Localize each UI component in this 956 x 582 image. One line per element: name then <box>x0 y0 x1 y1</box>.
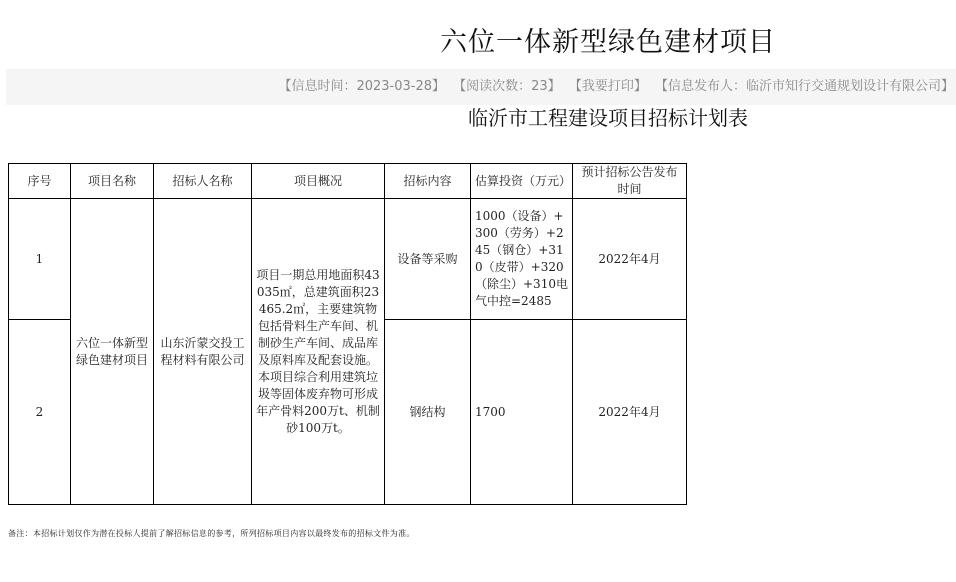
header-seq: 序号 <box>9 164 71 199</box>
header-investment: 估算投资（万元） <box>471 164 573 199</box>
table-header-row <box>9 164 687 199</box>
header-project-name: 项目名称 <box>71 164 154 199</box>
info-meta-bar <box>6 69 956 105</box>
row-investment: 1700 <box>471 320 573 505</box>
table-title: 临沂市工程建设项目招标计划表 <box>468 106 748 130</box>
overview-cell: 项目一期总用地面积43035㎡，总建筑面积23465.2㎡，主要建筑物包括骨料生产车间、机制砂生产车间、成品库及原料库及配套设施。本项目综合利用建筑垃圾等固体废弃物可形成年产骨料200万t、机制砂100万t。 <box>252 199 385 505</box>
row-content: 设备等采购 <box>385 199 471 320</box>
row-investment: 1000（设备）+300（劳务）+245（钢仓）+310（皮带）+320（除尘）+310电气中控=2485 <box>471 199 573 320</box>
table-row <box>9 199 687 320</box>
row-content: 钢结构 <box>385 320 471 505</box>
page-title: 六位一体新型绿色建材项目 <box>440 27 776 58</box>
header-content: 招标内容 <box>385 164 471 199</box>
read-count: 【阅读次数：23】 <box>453 79 561 94</box>
tender-plan-table <box>8 163 687 505</box>
tenderer-cell: 山东沂蒙交投工程材料有限公司 <box>154 199 252 505</box>
info-time: 【信息时间：2023-03-28】 <box>278 79 445 94</box>
header-overview: 项目概况 <box>252 164 385 199</box>
project-name-cell: 六位一体新型绿色建材项目 <box>71 199 154 505</box>
row-announce-time: 2022年4月 <box>573 199 687 320</box>
header-tenderer: 招标人名称 <box>154 164 252 199</box>
publisher-info: 【信息发布人：临沂市知行交通规划设计有限公司】 <box>654 79 954 94</box>
row-announce-time: 2022年4月 <box>573 320 687 505</box>
header-announce-time: 预计招标公告发布时间 <box>573 164 687 199</box>
print-link[interactable]: 【我要打印】 <box>568 79 647 94</box>
row-seq: 2 <box>9 320 71 505</box>
row-seq: 1 <box>9 199 71 320</box>
footnote: 备注：本招标计划仅作为潜在投标人提前了解招标信息的参考，所列招标项目内容以最终发布的招标文件为准。 <box>8 529 415 538</box>
